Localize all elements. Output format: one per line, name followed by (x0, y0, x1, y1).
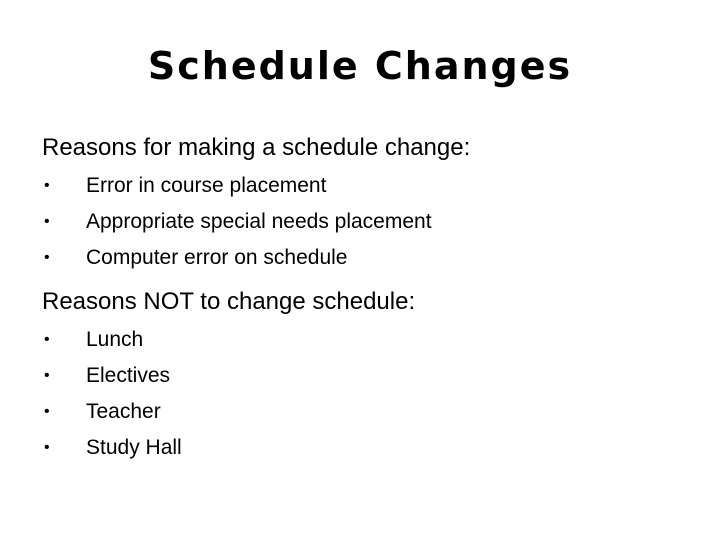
list-item (42, 240, 702, 276)
section-heading-reasons-to-change: Reasons for making a schedule change: (42, 134, 471, 161)
list-item-text: Appropriate special needs placement (86, 210, 432, 233)
section-heading-reasons-not-to-change: Reasons NOT to change schedule: (42, 288, 416, 315)
list-item (42, 168, 702, 204)
list-item (42, 322, 702, 358)
bullet-icon: • (44, 403, 50, 420)
bullet-icon: • (44, 331, 50, 348)
list-item-text: Computer error on schedule (86, 246, 348, 269)
list-item-text: Electives (86, 364, 171, 387)
list-item (42, 204, 702, 240)
slide-title: Schedule Changes (147, 44, 573, 88)
list-item (42, 430, 702, 466)
list-item (42, 358, 702, 394)
bullet-list-reasons-not-to-change (42, 322, 702, 466)
bullet-icon: • (44, 213, 50, 230)
list-item-text: Teacher (86, 400, 161, 423)
list-item-text: Lunch (86, 328, 144, 351)
bullet-icon: • (44, 249, 50, 266)
bullet-icon: • (44, 177, 50, 194)
list-item (42, 394, 702, 430)
bullet-icon: • (44, 367, 50, 384)
list-item-text: Study Hall (86, 436, 182, 459)
bullet-icon: • (44, 439, 50, 456)
list-item-text: Error in course placement (86, 174, 327, 197)
slide-content (42, 128, 702, 472)
bullet-list-reasons-to-change (42, 168, 702, 276)
